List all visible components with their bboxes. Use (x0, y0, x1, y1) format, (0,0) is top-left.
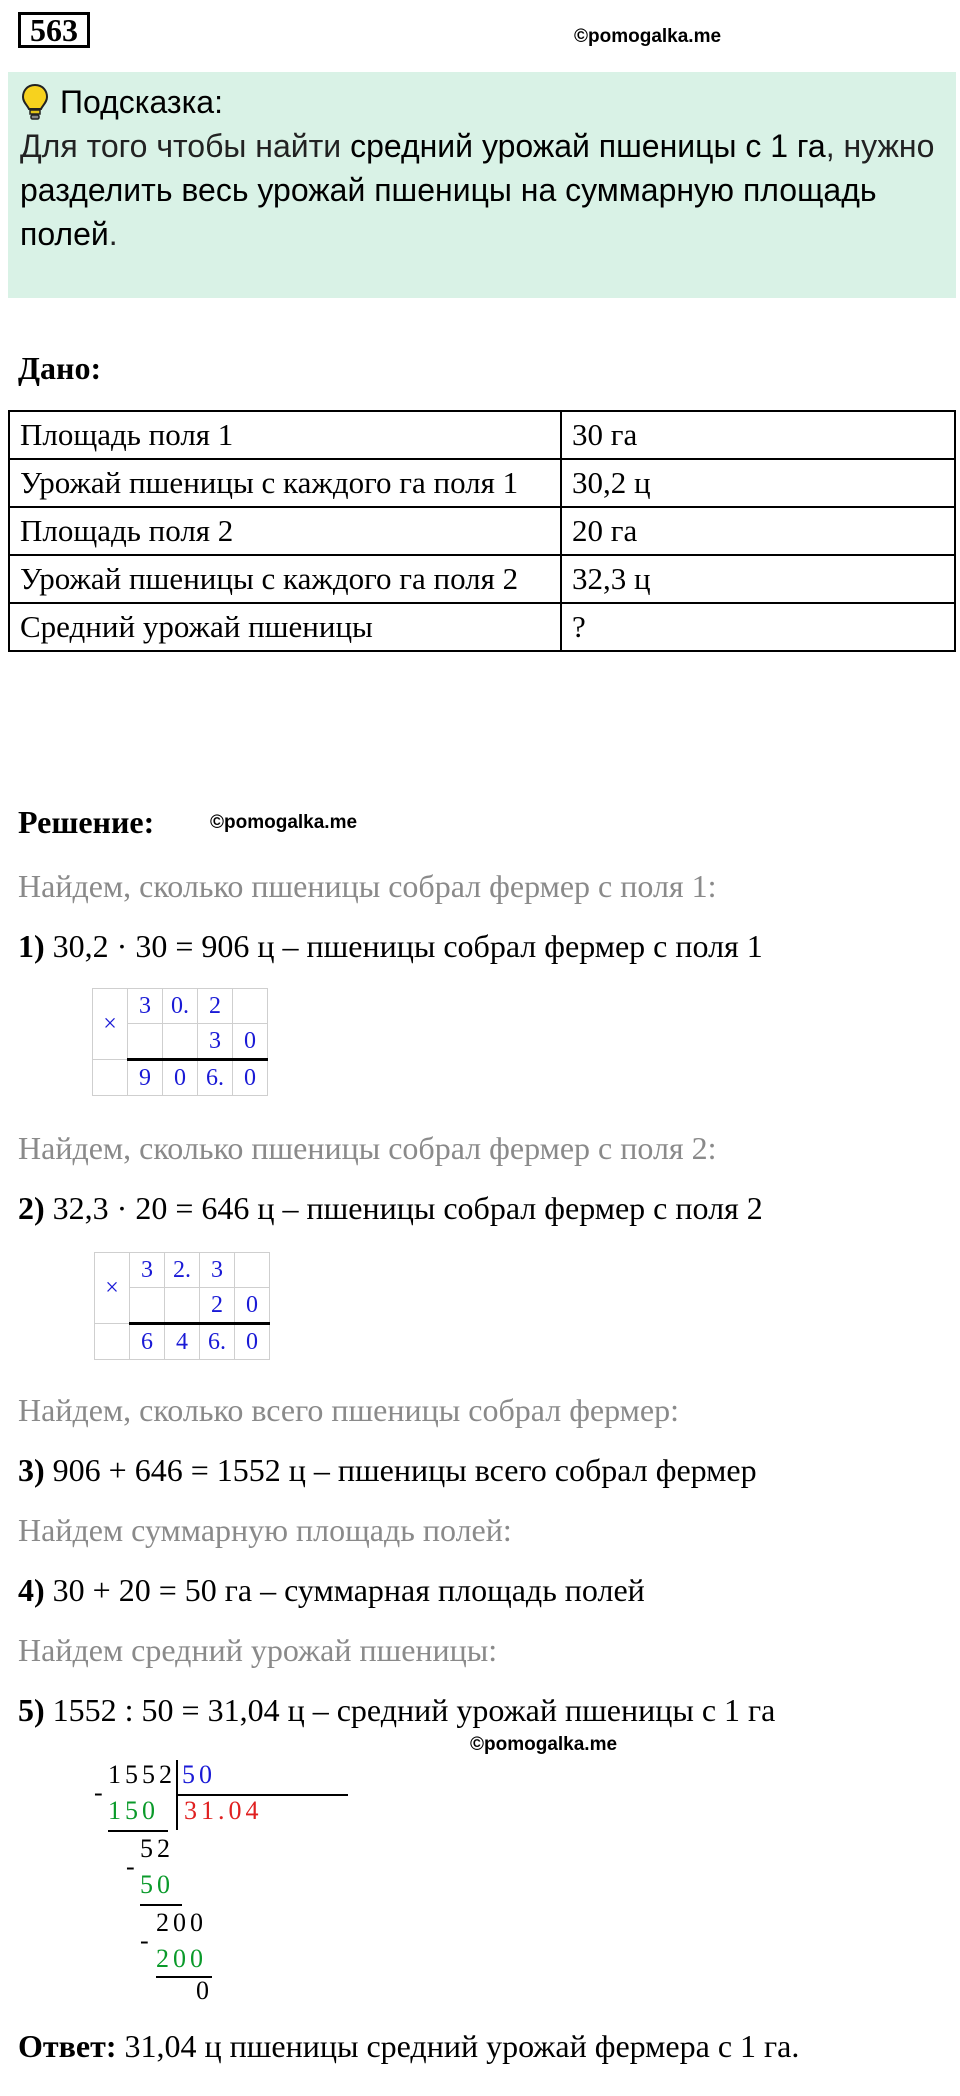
digit: 0. (163, 989, 198, 1024)
digit: 3 (200, 1253, 235, 1288)
hint-text (20, 124, 944, 256)
digit: 0 (235, 1324, 270, 1360)
table-cell-value: 32,3 ц (561, 555, 955, 603)
digit: 6. (198, 1060, 233, 1096)
digit: 0 (233, 1024, 268, 1060)
table-cell-label: Урожай пшеницы с каждого га поля 1 (9, 459, 561, 507)
subtraction-line (140, 1904, 182, 1906)
step-hint: Найдем средний урожай пшеницы: (18, 1632, 498, 1668)
step-number: 2) (18, 1190, 45, 1226)
table-cell-label: Урожай пшеницы с каждого га поля 2 (9, 555, 561, 603)
step-number: 1) (18, 928, 45, 964)
digit (235, 1253, 270, 1288)
table-row (9, 555, 955, 603)
step-hint: Найдем суммарную площадь полей: (18, 1512, 512, 1548)
answer (18, 2028, 799, 2065)
table-cell-value: 30 га (561, 411, 955, 459)
step-equation (18, 1572, 645, 1609)
remainder-1: 52 (140, 1834, 174, 1863)
hint-box (8, 72, 956, 298)
digit (128, 1024, 163, 1060)
watermark: ©pomogalka.me (574, 26, 722, 47)
calc-row (93, 989, 268, 1024)
step-number: 5) (18, 1692, 45, 1728)
digit: 2 (198, 989, 233, 1024)
subtrahend-3: 200 (156, 1944, 207, 1973)
table-row (9, 507, 955, 555)
hint-text-key: средний урожай пшеницы с 1 га (350, 128, 826, 164)
calc-row (93, 1060, 268, 1096)
remainder-2: 200 (156, 1908, 207, 1937)
table-cell-value: ? (561, 603, 955, 651)
table-cell-label: Средний урожай пшеницы (9, 603, 561, 651)
table-cell-label: Площадь поля 1 (9, 411, 561, 459)
digit: 4 (165, 1324, 200, 1360)
digit (233, 989, 268, 1024)
hint-text-part: Для того чтобы найти (20, 128, 351, 164)
minus-sign: - (140, 1926, 153, 1955)
digit: 0 (163, 1060, 198, 1096)
minus-sign: - (126, 1852, 139, 1881)
subtraction-line (108, 1830, 168, 1832)
digit: 6 (130, 1324, 165, 1360)
step-text: 30 + 20 = 50 га – суммарная площадь полей (44, 1572, 645, 1608)
given-table (8, 410, 956, 652)
step-hint: Найдем, сколько пшеницы собрал фермер с поля 2: (18, 1130, 717, 1166)
answer-text: 31,04 ц пшеницы средний урожай фермера с 1 га. (116, 2028, 800, 2064)
hint-text-end: . (108, 216, 118, 252)
digit: 2 (200, 1288, 235, 1324)
minus-sign: - (94, 1778, 107, 1807)
table-cell-value: 30,2 ц (561, 459, 955, 507)
subtrahend-2: 50 (140, 1870, 174, 1899)
digit: 2. (165, 1253, 200, 1288)
digit (165, 1288, 200, 1324)
step-text: 1552 : 50 = 31,04 ц – средний урожай пшеницы с 1 га (44, 1692, 776, 1728)
table-cell-label: Площадь поля 2 (9, 507, 561, 555)
problem-number: 563 (18, 12, 90, 48)
subtrahend-1: 150 (108, 1796, 159, 1825)
digit (163, 1024, 198, 1060)
dividend: 1552 (108, 1760, 176, 1789)
lightbulb-icon (20, 82, 50, 122)
multiply-sign: × (95, 1253, 130, 1324)
digit: 0 (235, 1288, 270, 1324)
table-row (9, 459, 955, 507)
step-number: 4) (18, 1572, 45, 1608)
step-text: 30,2 · 30 = 906 ц – пшеницы собрал фермер с поля 1 (44, 928, 763, 964)
divisor: 50 (182, 1760, 216, 1789)
blank-cell (93, 1060, 128, 1096)
long-division (90, 1760, 290, 2005)
hint-title: Подсказка: (60, 84, 223, 120)
digit (130, 1288, 165, 1324)
blank-cell (95, 1324, 130, 1360)
digit: 9 (128, 1060, 163, 1096)
digit: 3 (130, 1253, 165, 1288)
multiply-sign: × (93, 989, 128, 1060)
step-equation (18, 1692, 775, 1729)
digit: 6. (200, 1324, 235, 1360)
step-number: 3) (18, 1452, 45, 1488)
multiplication-1 (92, 988, 268, 1096)
calc-row (95, 1253, 270, 1288)
table-row (9, 411, 955, 459)
step-text: 906 + 646 = 1552 ц – пшеницы всего собрал фермер (44, 1452, 757, 1488)
given-title: Дано: (18, 350, 102, 386)
final-remainder: 0 (196, 1976, 213, 2005)
step-equation (18, 1190, 763, 1227)
step-equation (18, 1452, 757, 1489)
solution-title: Решение: (18, 804, 155, 840)
step-hint: Найдем, сколько пшеницы собрал фермер с поля 1: (18, 868, 717, 904)
calc-row (95, 1324, 270, 1360)
quotient: 31.04 (184, 1796, 263, 1825)
step-text: 32,3 · 20 = 646 ц – пшеницы собрал фермер с поля 2 (44, 1190, 763, 1226)
step-hint: Найдем, сколько всего пшеницы собрал фермер: (18, 1392, 679, 1428)
answer-label: Ответ: (18, 2028, 117, 2064)
digit: 3 (128, 989, 163, 1024)
hint-title-row (20, 80, 944, 124)
watermark: ©pomogalka.me (210, 812, 358, 833)
hint-text-key: разделить весь урожай пшеницы на суммарную площадь полей (20, 172, 877, 252)
digit: 0 (233, 1060, 268, 1096)
table-row (9, 603, 955, 651)
watermark: ©pomogalka.me (470, 1734, 618, 1755)
step-equation (18, 928, 763, 965)
table-cell-value: 20 га (561, 507, 955, 555)
hint-text-part: , нужно (825, 128, 935, 164)
multiplication-2 (94, 1252, 270, 1360)
digit: 3 (198, 1024, 233, 1060)
